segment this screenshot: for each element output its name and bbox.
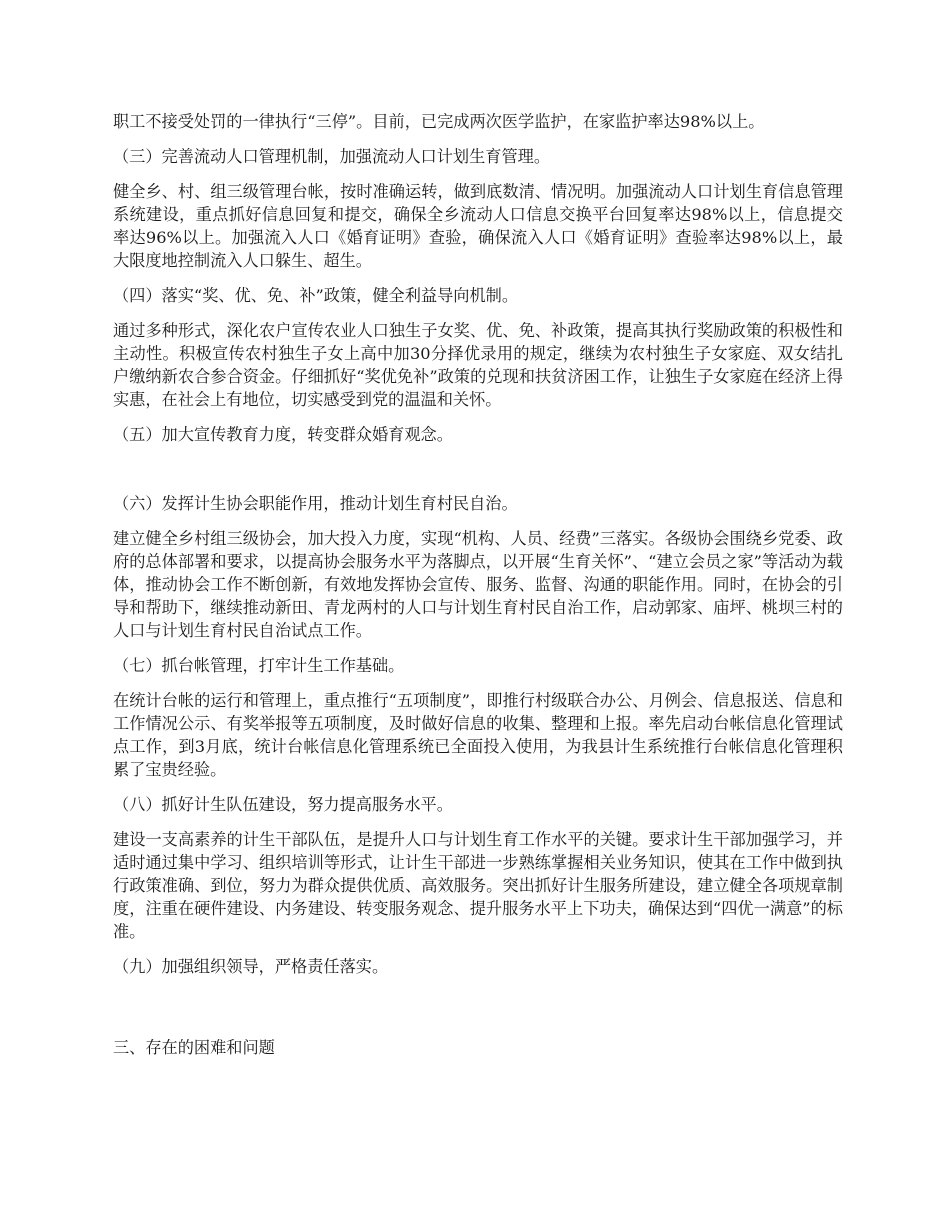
paragraph-team-building: 建设一支高素养的计生干部队伍，是提升人口与计划生育工作水平的关键。要求计生干部加强学习，并适时通过集中学习、组织培训等形式，让计生干部进一步熟练掌握相关业务知识，使其在工作中做到执行政策准确、到位，努力为群众提供优质、高效服务。突出抓好计生服务所建设，建立健全各项规章制度，注重在硬件建设、内务建设、转变服务观念、提升服务水平上下功夫，确保达到“四优一满意”的标准。 [113, 830, 843, 941]
document-page [113, 110, 843, 1071]
paragraph-ledger: 在统计台帐的运行和管理上，重点推行“五项制度”，即推行村级联合办公、月例会、信息报送、信息和工作情况公示、有奖举报等五项制度，及时做好信息的收集、整理和上报。率先启动台帐信息化管理试点工作，到3月底，统计台帐信息化管理系统已全面投入使用，为我县计生系统推行台帐信息化管理积累了宝贵经验。 [113, 691, 843, 779]
chapter-heading-3: 三、存在的困难和问题 [113, 1038, 275, 1057]
paragraph-association: 建立健全乡村组三级协会，加大投入力度，实现“机构、人员、经费”三落实。各级协会围绕乡党委、政府的总体部署和要求，以提高协会服务水平为落脚点，以开展“生育关怀”、“建立会员之家”等活动为载体，推动协会工作不断创新，有效地发挥协会宣传、服务、监督、沟通的职能作用。同时，在协会的引导和帮助下，继续推动新田、青龙两村的人口与计划生育村民自治工作，启动郭家、庙坪、桃坝三村的人口与计划生育村民自治试点工作。 [113, 529, 843, 640]
section-heading-8: （八）抓好计生队伍建设，努力提高服务水平。 [113, 795, 453, 814]
section-heading-4: （四）落实“奖、优、免、补”政策，健全利益导向机制。 [113, 286, 519, 305]
paragraph-floating-population: 健全乡、村、组三级管理台帐，按时准确运转，做到底数清、情况明。加强流动人口计划生育信息管理系统建设，重点抓好信息回复和提交，确保全乡流动人口信息交换平台回复率达98%以上，信息提交率达96%以上。加强流入人口《婚育证明》查验，确保流入人口《婚育证明》查验率达98%以上，最大限度地控制流入人口躲生、超生。 [113, 182, 843, 270]
paragraph-incentive-policy: 通过多种形式，深化农户宣传农业人口独生子女奖、优、免、补政策，提高其执行奖励政策的积极性和主动性。积极宣传农村独生子女上高中加30分择优录用的规定，继续为农村独生子女家庭、双女结扎户缴纳新农合参合资金。仔细抓好“奖优免补”政策的兑现和扶贫济困工作，让独生子女家庭在经济上得实惠，在社会上有地位，切实感受到党的温温和关怀。 [113, 321, 843, 409]
section-heading-3: （三）完善流动人口管理机制，加强流动人口计划生育管理。 [113, 147, 551, 166]
section-heading-5: （五）加大宣传教育力度，转变群众婚育观念。 [113, 425, 453, 444]
section-heading-7: （七）抓台帐管理，打牢计生工作基础。 [113, 656, 405, 675]
section-heading-9: （九）加强组织领导，严格责任落实。 [113, 957, 389, 976]
section-heading-6: （六）发挥计生协会职能作用，推动计划生育村民自治。 [113, 494, 518, 513]
paragraph-monitoring: 职工不接受处罚的一律执行“三停”。目前，已完成两次医学监护，在家监护率达98%以上。 [113, 112, 765, 131]
